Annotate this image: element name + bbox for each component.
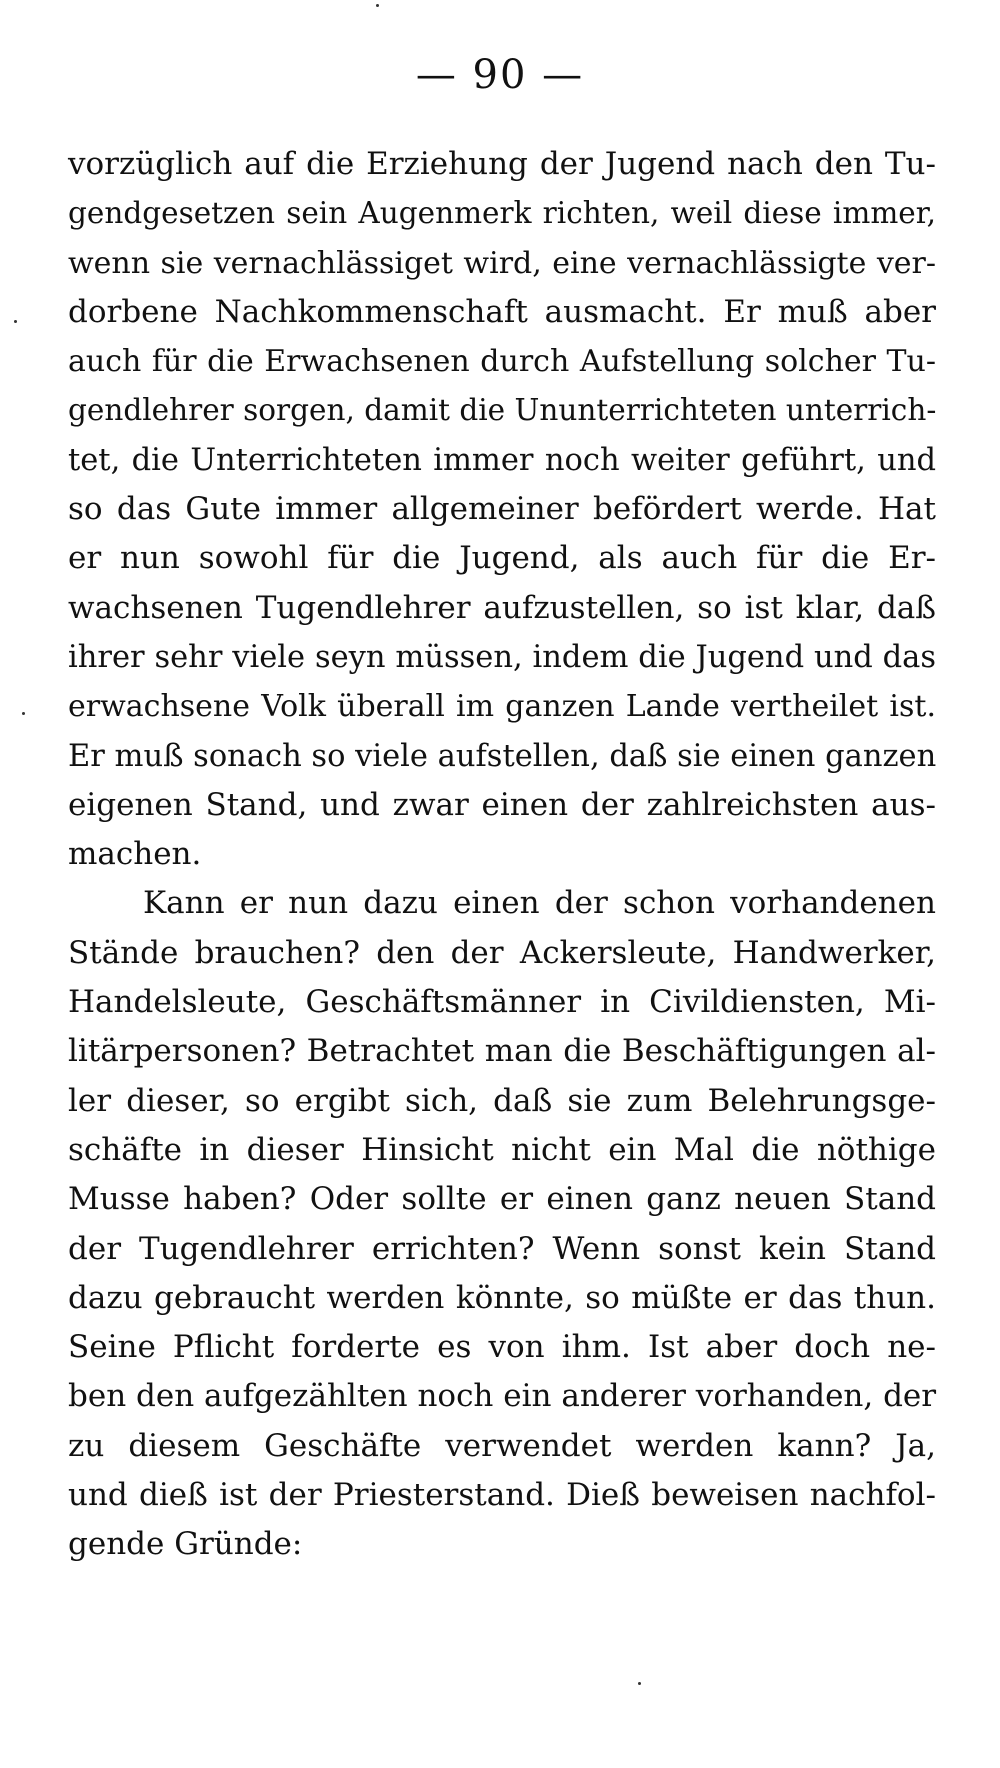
text-line: gendlehrer sorgen, damit die Ununterrichteten unterrich- — [68, 393, 937, 428]
text-line: eigenen Stand, und zwar einen der zahlreichsten aus- — [68, 786, 936, 823]
text-line: dorbene Nachkommenschaft ausmacht. Er muß aber — [68, 293, 936, 330]
text-line: wachsenen Tugendlehrer aufzustellen, so ist klar, daß — [68, 589, 936, 626]
text-line: machen. — [68, 836, 202, 873]
text-line: tet, die Unterrichteten immer noch weiter geführt, und — [68, 442, 936, 478]
text-line: wenn sie vernachlässiget wird, eine vernachlässigte ver- — [68, 245, 936, 281]
text-line: Kann er nun dazu einen der schon vorhandenen — [143, 885, 936, 922]
scan-speck — [638, 1682, 641, 1685]
text-line: zu diesem Geschäfte verwendet werden kann? Ja, — [68, 1427, 936, 1464]
text-line: gende Gründe: — [68, 1526, 303, 1563]
text-line: litärpersonen? Betrachtet man die Beschäftigungen al- — [68, 1033, 936, 1070]
text-line: der Tugendlehrer errichten? Wenn sonst kein Stand — [68, 1230, 936, 1267]
text-line: Seine Pflicht forderte es von ihm. Ist aber doch ne- — [68, 1329, 936, 1366]
text-line: Musse haben? Oder sollte er einen ganz neuen Stand — [68, 1181, 936, 1218]
text-line: gendgesetzen sein Augenmerk richten, weil diese immer, — [68, 196, 936, 231]
text-line: vorzüglich auf die Erziehung der Jugend nach den Tu- — [68, 146, 936, 182]
scan-speck — [14, 320, 17, 323]
text-line: erwachsene Volk überall im ganzen Lande vertheilet ist. — [68, 689, 936, 725]
text-line: schäfte in dieser Hinsicht nicht ein Mal die nöthige — [68, 1131, 936, 1168]
page-number: — 90 — — [415, 52, 585, 98]
text-line: auch für die Erwachsenen durch Aufstellung solcher Tu- — [68, 344, 936, 380]
text-line: Er muß sonach so viele aufstellen, daß sie einen ganzen — [68, 738, 937, 774]
text-line: so das Gute immer allgemeiner befördert werde. Hat — [68, 491, 936, 528]
text-line: ler dieser, so ergibt sich, daß sie zum Belehrungsge- — [68, 1082, 936, 1119]
text-line: ihrer sehr viele seyn müssen, indem die Jugend und das — [68, 639, 936, 675]
text-line: Stände brauchen? den der Ackersleute, Handwerker, — [68, 934, 936, 971]
text-line: dazu gebraucht werden könnte, so müßte er das thun. — [68, 1279, 936, 1316]
text-line: ben den aufgezählten noch ein anderer vorhanden, der — [68, 1378, 937, 1415]
scan-speck — [22, 712, 25, 715]
body-text — [68, 140, 936, 1570]
scan-speck — [376, 4, 379, 7]
text-line: er nun sowohl für die Jugend, als auch für die Er- — [68, 540, 936, 577]
text-line: Handelsleute, Geschäftsmänner in Civildiensten, Mi- — [68, 984, 936, 1021]
text-line: und dieß ist der Priesterstand. Dieß beweisen nachfol- — [68, 1477, 936, 1514]
